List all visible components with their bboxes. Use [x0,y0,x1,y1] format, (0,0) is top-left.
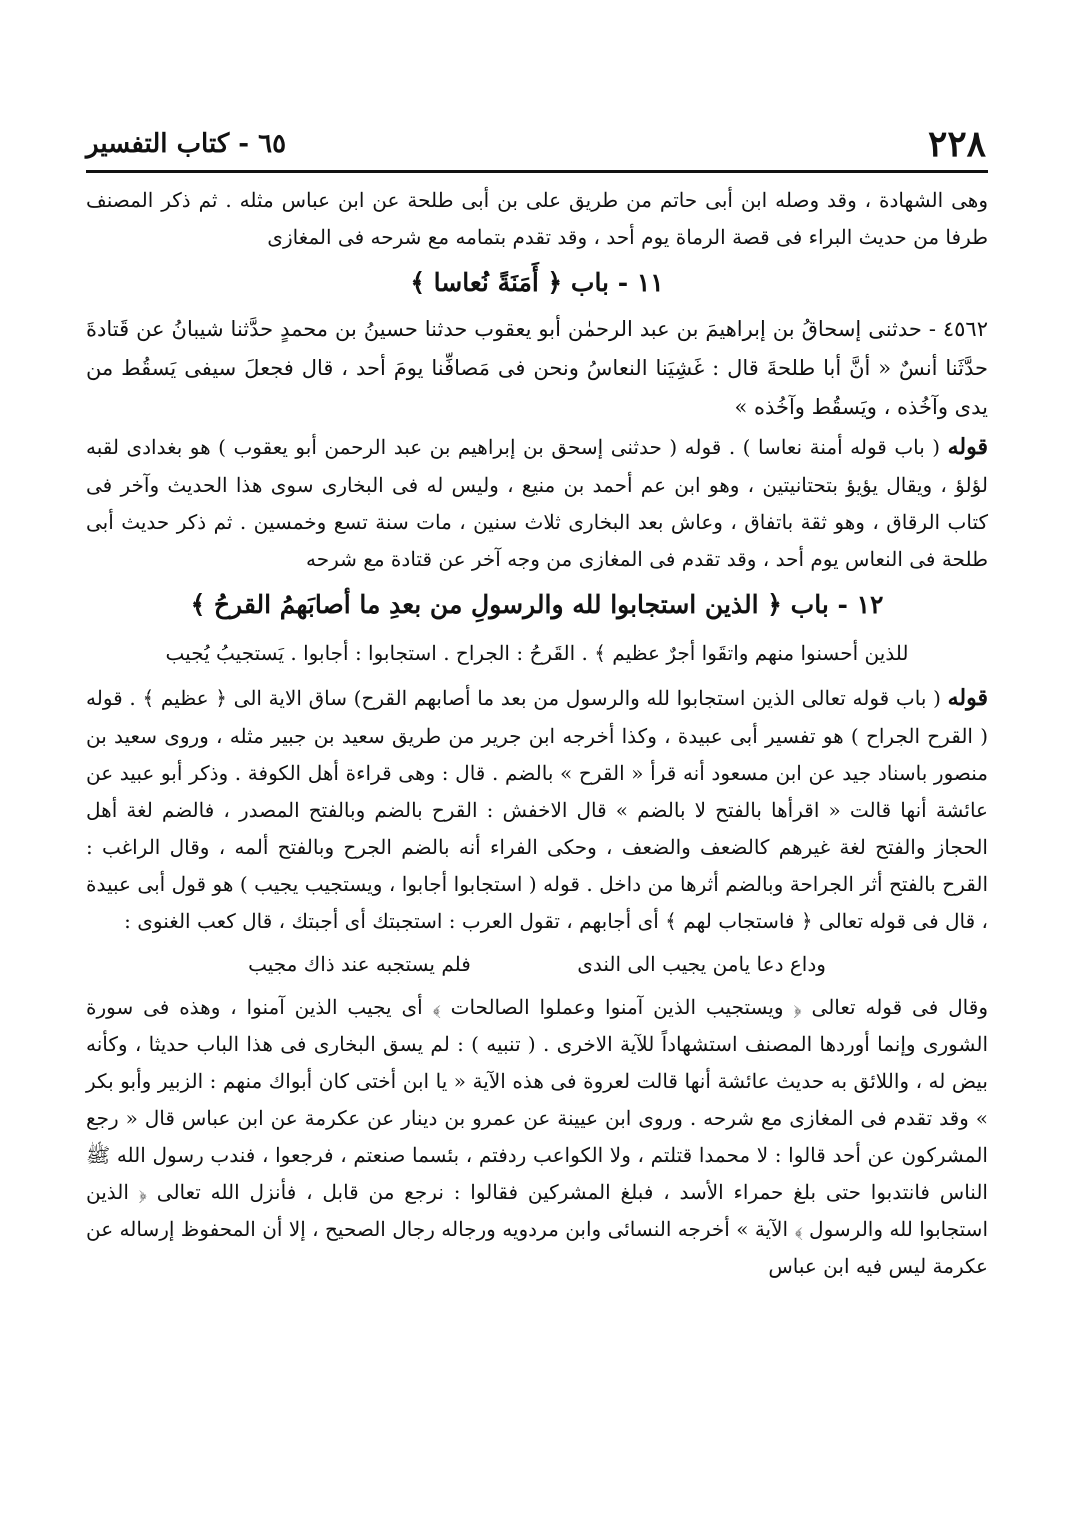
commentary-2-text: ( باب قوله تعالى الذين استجابوا لله والرسول من بعد ما أصابهم القرح) ساق الاية الى ﴿ عظيم ﴾ . قوله ( القرح الجراح ) هو تفسير أبى عبيدة ، وكذا أخرجه ابن جرير من طريق سعيد بن جبير مثله ، وروى سعيد بن منصور باسناد جيد عن ابن مسعود أنه قرأ « القرح » بالضم . قال : وهى قراءة أهل الكوفة . وذكر أبو عبيد عن عائشة أنها قالت « اقرأها بالفتح لا بالضم » قال الاخفش : القرح بالضم وبالفتح المصدر ، فالضم لغة أهل الحجاز والفتح لغة غيرهم كالضعف والضعف ، وحكى الفراء أنه بالضم الجرح وبالفتح ألمه ، وقال الراغب : القرح بالفتح أثر الجراحة وبالضم أثرها من داخل . قوله ( استجابوا أجابوا ، ويستجيب يجيب ) هو قول أبى عبيدة ، قال فى قوله تعالى ﴿ فاستجاب لهم ﴾ أى أجابهم ، تقول العرب : استجبتك أى أجبتك ، قال كعب الغنوى : [86,685,988,934]
chapter-heading-12-continuation: للذين أحسنوا منهم واتقَوا أجرٌ عظيم ﴾ . القَرحُ : الجراح . استجابوا : أجابوا . يَستجيبُ يُجيب [165,640,909,665]
commentary-1 [86,427,988,579]
book-title: ٦٥ - كتاب التفسير [86,129,287,159]
chapter-heading-12: ١٢ - باب ﴿ الذين استجابوا لله والرسولِ من بعدِ ما أصابَهمُ القرحُ ﴾ [190,590,884,620]
commentary-1-text: ( باب قوله أمنة نعاسا ) . قوله ( حدثنى إسحق بن إبراهيم بن عبد الرحمن أبو يعقوب ) هو بغدادى لقبه لؤلؤ ، ويقال يؤيؤ بتحتانيتين ، وهو ابن عم أحمد بن منيع ، وليس له فى البخارى سوى هذا الحديث وآخر فى كتاب الرقاق ، وهو ثقة باتفاق ، وعاش بعد البخارى ثلاث سنين ، مات سنة تسع وخمسين . ثم ذكر حديث أبى طلحة فى النعاس يوم أحد ، وقد تقدم فى المغازى من وجه آخر عن قتادة مع شرحه [86,434,988,572]
commentary-3: وقال فى قوله تعالى ﴿ ويستجيب الذين آمنوا وعملوا الصالحات ﴾ أى يجيب الذين آمنوا ، وهذه فى سورة الشورى وإنما أوردها المصنف استشهاداً للآية الاخرى . ( تنبيه ) : لم يسق البخارى فى هذا الباب حديثا ، وكأنه بيض له ، واللائق به حديث عائشة أنها قالت لعروة فى هذه الآية « يا ابن أختى كان أبواك منهم : الزبير وأبو بكر » وقد تقدم فى المغازى مع شرحه . وروى ابن عيينة عن عمرو بن دينار عن عكرمة عن ابن عباس قال « رجع المشركون عن أحد قالوا : لا محمدا قتلتم ، ولا الكواعب ردفتم ، بئسما صنعتم ، فرجعوا ، فندب رسول الله ﷺ الناس فانتدبوا حتى بلغ حمراء الأسد ، فبلغ المشركين فقالوا : نرجع من قابل ، فأنزل الله تعالى ﴿ الذين استجابوا لله والرسول ﴾ الآية » أخرجه النسائى وابن مردويه ورجاله رجال الصحيح ، إلا أن المحفوظ إرساله عن عكرمة ليس فيه ابن عباس [86,995,988,1279]
poetry-verse [86,946,988,983]
keyword-qawluhu: قوله [947,684,989,711]
page-number: ٢٢٨ [927,123,986,165]
keyword-qawluhu: قوله [947,433,989,460]
paragraph-1: وهى الشهادة ، وقد وصله ابن أبى حاتم من طريق على بن أبى طلحة عن ابن عباس مثله . ثم ذكر المصنف طرفا من حديث البراء فى قصة الرماة يوم أحد ، وقد تقدم بتمامه مع شرحه فى المغازى [86,188,988,249]
commentary-2 [86,678,988,941]
hadith-4562: ٤٥٦٢ - حدثنى إسحاقُ بن إبراهيمَ بن عبد الرحمٰن أبو يعقوب حدثنا حسينُ بن محمدٍ حدَّثنا شيبانُ عن قَتادةَ حدَّثَنا أنسٌ « أنَّ أبا طلحةَ قال : غَشِيَنا النعاسُ ونحن فى مَصافِّنا يومَ أحد ، قال فجعلَ سيفى يَسقُط من يدى وآخُذه ، ويَسقُط وآخُذه » [86,317,988,419]
verse-second-hemistich: فلم يستجبه عند ذاك مجيب [248,952,471,977]
chapter-heading-11: ١١ - باب ﴿ أَمَنَةً نُعاسا ﴾ [410,268,664,297]
verse-first-hemistich: وداع دعا يامن يجيب الى الندى [577,952,826,977]
header-rule [86,170,988,173]
page-body [86,182,988,1285]
page-header [86,118,986,170]
